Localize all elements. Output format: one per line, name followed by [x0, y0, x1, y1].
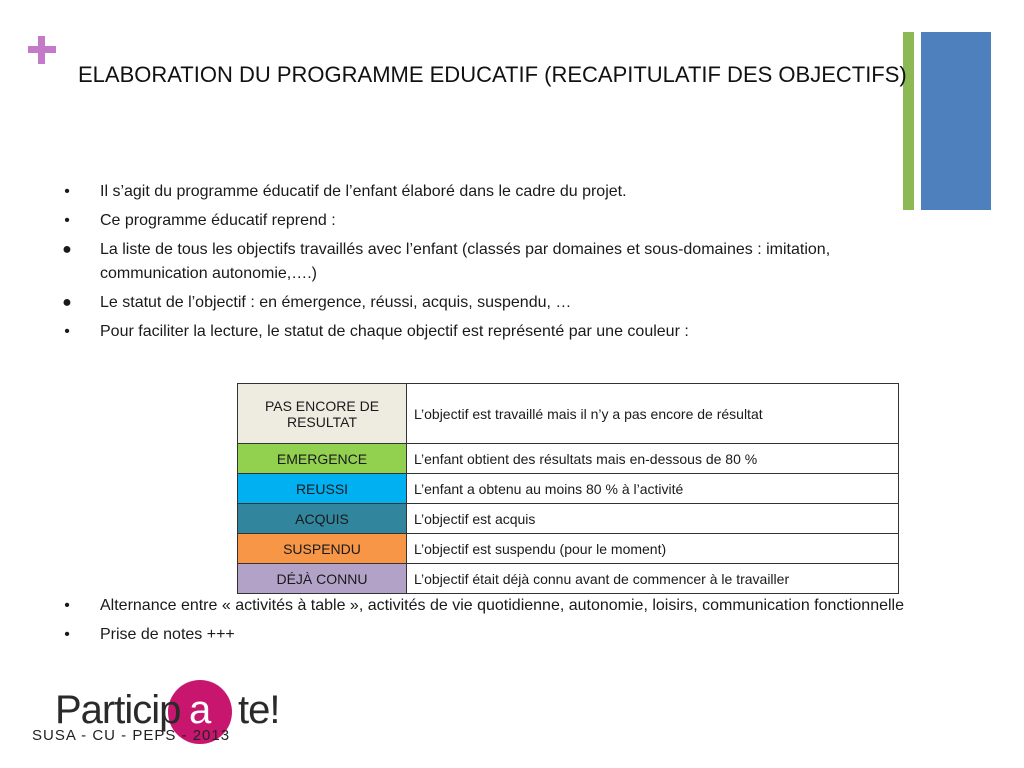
bullet-marker: • [64, 212, 70, 229]
bullet-marker: • [64, 626, 70, 643]
bullet-text: Le statut de l’objectif : en émergence, réussi, acquis, suspendu, … [100, 294, 572, 311]
status-label-cell: PAS ENCORE DE RESULTAT [238, 384, 407, 444]
bullet-marker: • [64, 183, 70, 200]
status-color-table [237, 383, 899, 594]
bullet-text: Alternance entre « activités à table », activités de vie quotidienne, autonomie, loisirs, communication fonctionnelle [100, 597, 905, 614]
logo-text-before: Particip [55, 688, 181, 732]
status-description-cell: L’objectif est travaillé mais il n’y a pas encore de résultat [407, 384, 899, 444]
plus-icon [28, 36, 56, 64]
table-row [238, 444, 899, 474]
status-label-cell: DÉJÀ CONNU [238, 564, 407, 594]
bullet-text: Ce programme éducatif reprend : [100, 212, 336, 229]
status-label-cell: EMERGENCE [238, 444, 407, 474]
status-label-cell: SUSPENDU [238, 534, 407, 564]
list-item [58, 594, 938, 618]
bullet-marker: • [64, 597, 70, 614]
logo-text-highlight: a [189, 688, 212, 732]
table-row [238, 384, 899, 444]
status-description-cell: L’objectif était déjà connu avant de commencer à le travailler [407, 564, 899, 594]
table-row [238, 474, 899, 504]
status-description-cell: L’enfant a obtenu au moins 80 % à l’activité [407, 474, 899, 504]
bullet-list-top [58, 180, 938, 349]
table-row [238, 504, 899, 534]
list-item [58, 291, 938, 315]
list-item [58, 238, 938, 286]
status-label-cell: ACQUIS [238, 504, 407, 534]
status-description-cell: L’enfant obtient des résultats mais en-dessous de 80 % [407, 444, 899, 474]
slide-title: ELABORATION DU PROGRAMME EDUCATIF (RECAPITULATIF DES OBJECTIFS) [78, 62, 907, 87]
bullet-marker: ● [62, 294, 72, 311]
status-label-cell: REUSSI [238, 474, 407, 504]
bullet-list-bottom [58, 594, 938, 652]
bullet-marker: ● [62, 241, 72, 258]
logo-text-after: te! [238, 688, 280, 732]
table-row [238, 564, 899, 594]
list-item [58, 180, 938, 204]
bullet-text: Pour faciliter la lecture, le statut de chaque objectif est représenté par une couleur : [100, 323, 689, 340]
bullet-text: La liste de tous les objectifs travaillés avec l’enfant (classés par domaines et sous-domaines : imitation, communication autonomie,….) [100, 241, 831, 282]
table-row [238, 534, 899, 564]
bullet-marker: • [64, 323, 70, 340]
status-description-cell: L’objectif est suspendu (pour le moment) [407, 534, 899, 564]
list-item [58, 320, 938, 344]
bullet-text: Il s’agit du programme éducatif de l’enfant élaboré dans le cadre du projet. [100, 183, 627, 200]
status-description-cell: L’objectif est acquis [407, 504, 899, 534]
list-item [58, 623, 938, 647]
bullet-text: Prise de notes +++ [100, 626, 235, 643]
list-item [58, 209, 938, 233]
footer-text: SUSA - CU - PEPS - 2013 [32, 727, 231, 744]
